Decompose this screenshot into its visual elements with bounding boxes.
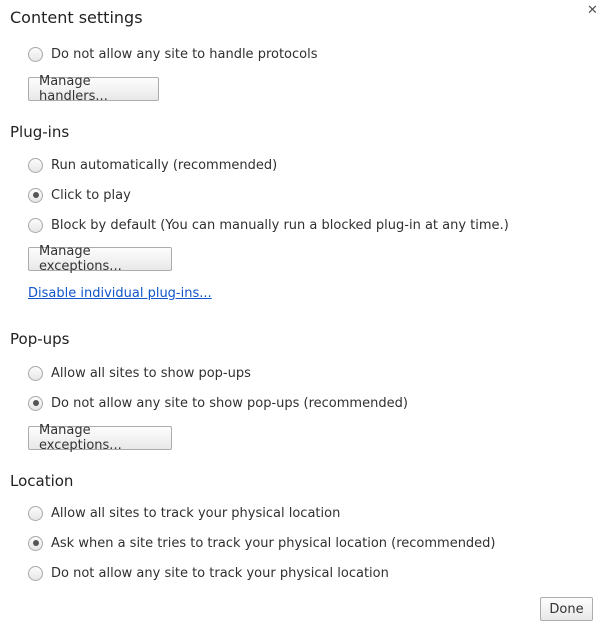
- done-button[interactable]: Done: [540, 597, 593, 621]
- radio-label: Allow all sites to track your physical location: [51, 505, 341, 521]
- radio-plugins-run-automatically[interactable]: [28, 156, 277, 174]
- radio-label: Do not allow any site to handle protocols: [51, 46, 318, 62]
- radio-popups-allow-all[interactable]: [28, 364, 251, 382]
- radio-location-do-not-allow[interactable]: [28, 564, 389, 582]
- dialog-title: Content settings: [10, 8, 143, 27]
- radio-label: Do not allow any site to show pop-ups (recommended): [51, 395, 408, 411]
- radio-plugins-block-by-default[interactable]: [28, 216, 509, 234]
- radio-button[interactable]: [28, 566, 43, 581]
- radio-label: Ask when a site tries to track your physical location (recommended): [51, 535, 496, 551]
- radio-label: Allow all sites to show pop-ups: [51, 365, 251, 381]
- manage-popup-exceptions-button[interactable]: Manage exceptions...: [28, 426, 172, 450]
- radio-button[interactable]: [28, 506, 43, 521]
- radio-location-ask[interactable]: [28, 534, 496, 552]
- radio-plugins-click-to-play[interactable]: [28, 186, 131, 204]
- radio-button[interactable]: [28, 536, 43, 551]
- disable-individual-plugins-link[interactable]: Disable individual plug-ins...: [28, 286, 212, 301]
- radio-label: Run automatically (recommended): [51, 157, 278, 173]
- radio-label: Block by default (You can manually run a blocked plug-in at any time.): [51, 217, 509, 233]
- radio-button[interactable]: [28, 188, 43, 203]
- radio-button[interactable]: [28, 366, 43, 381]
- radio-label: Do not allow any site to track your physical location: [51, 565, 389, 581]
- radio-button[interactable]: [28, 396, 43, 411]
- radio-button[interactable]: [28, 218, 43, 233]
- manage-plugin-exceptions-button[interactable]: Manage exceptions...: [28, 247, 172, 271]
- radio-label: Click to play: [51, 187, 131, 203]
- radio-handlers-block[interactable]: [28, 45, 318, 63]
- radio-button[interactable]: [28, 47, 43, 62]
- radio-popups-do-not-allow[interactable]: [28, 394, 408, 412]
- close-icon[interactable]: ✕: [587, 3, 598, 18]
- plugins-heading: Plug-ins: [10, 123, 70, 141]
- manage-handlers-button[interactable]: Manage handlers...: [28, 77, 159, 101]
- location-heading: Location: [10, 472, 74, 490]
- radio-location-allow-all[interactable]: [28, 504, 340, 522]
- radio-button[interactable]: [28, 158, 43, 173]
- popups-heading: Pop-ups: [10, 330, 70, 348]
